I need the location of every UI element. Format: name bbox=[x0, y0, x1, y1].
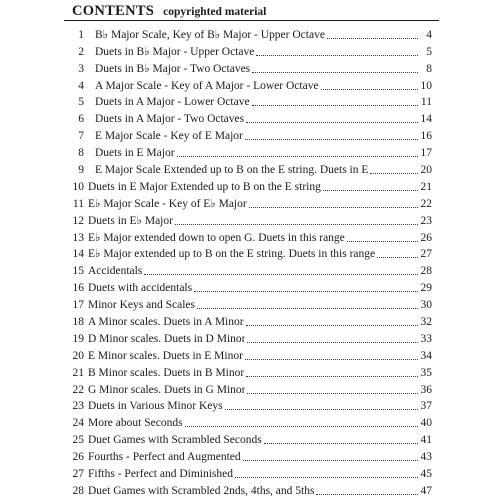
dot-leader bbox=[225, 409, 418, 410]
toc-entry bbox=[64, 228, 432, 245]
toc-entry-title: Duets in E Major Extended up to B on the E string bbox=[88, 180, 321, 193]
toc-entry-title: D Minor scales. Duets in D Minor bbox=[88, 332, 246, 345]
toc-entry-number: 7 bbox=[78, 130, 84, 143]
toc-entry-title: Duets in Various Minor Keys bbox=[88, 400, 223, 413]
toc-entry-page: 8 bbox=[426, 62, 432, 75]
toc-entry-title: E Major Scale - Key of E Major bbox=[95, 130, 243, 143]
toc-entry-page: 27 bbox=[420, 248, 432, 261]
dot-leader bbox=[175, 224, 418, 225]
toc-entry bbox=[64, 312, 432, 329]
toc-entry-number: 27 bbox=[72, 468, 84, 481]
toc-entry-number: 3 bbox=[78, 62, 84, 75]
toc-entry-title: E Minor scales. Duets in E Minor bbox=[88, 349, 243, 362]
toc-entry bbox=[64, 380, 432, 397]
toc-entry-page: 10 bbox=[420, 79, 432, 92]
toc-entry bbox=[64, 177, 432, 194]
toc-entry-title: B Minor scales. Duets in B Minor bbox=[88, 366, 245, 379]
toc-entry bbox=[64, 397, 432, 414]
toc-entry bbox=[64, 329, 432, 346]
toc-entry bbox=[64, 76, 432, 93]
toc-entry-page: 36 bbox=[420, 383, 432, 396]
toc-entry-number: 10 bbox=[72, 180, 84, 193]
toc-entry-page: 37 bbox=[420, 400, 432, 413]
toc-entry bbox=[64, 59, 432, 76]
toc-entry-number: 2 bbox=[78, 45, 84, 58]
toc-entry bbox=[64, 211, 432, 228]
dot-leader bbox=[264, 443, 418, 444]
toc-entry bbox=[64, 413, 432, 430]
toc-entry-page: 45 bbox=[420, 468, 432, 481]
dot-leader bbox=[246, 122, 418, 123]
dot-leader bbox=[246, 325, 418, 326]
toc-entry-number: 14 bbox=[72, 248, 84, 261]
toc-entry-number: 19 bbox=[72, 332, 84, 345]
dot-leader bbox=[252, 72, 418, 73]
toc-entry-page: 14 bbox=[420, 113, 432, 126]
toc-entry-number: 25 bbox=[72, 434, 84, 447]
dot-leader bbox=[245, 359, 418, 360]
toc-list bbox=[64, 25, 432, 498]
dot-leader bbox=[235, 477, 418, 478]
toc-entry bbox=[64, 481, 432, 498]
toc-entry-page: 17 bbox=[420, 147, 432, 160]
toc-entry-page: 11 bbox=[420, 96, 432, 109]
toc-entry-page: 16 bbox=[420, 130, 432, 143]
toc-entry-number: 17 bbox=[72, 299, 84, 312]
toc-entry-title: E♭ Major Scale - Key of E♭ Major bbox=[88, 197, 247, 210]
toc-entry-page: 23 bbox=[420, 214, 432, 227]
toc-entry-page: 33 bbox=[420, 332, 432, 345]
dot-leader bbox=[316, 494, 418, 495]
toc-entry bbox=[64, 25, 432, 42]
toc-entry-page: 5 bbox=[426, 45, 432, 58]
toc-entry-page: 4 bbox=[426, 28, 432, 41]
toc-entry-title: More about Seconds bbox=[88, 417, 183, 430]
toc-entry bbox=[64, 93, 432, 110]
toc-entry-page: 20 bbox=[420, 164, 432, 177]
toc-entry-title: Duets in B♭ Major - Upper Octave bbox=[95, 45, 255, 58]
toc-entry-page: 40 bbox=[420, 417, 432, 430]
toc-entry-number: 20 bbox=[72, 349, 84, 362]
toc-entry-number: 12 bbox=[72, 214, 84, 227]
toc-entry-number: 11 bbox=[72, 197, 84, 210]
dot-leader bbox=[370, 173, 418, 174]
toc-entry-page: 43 bbox=[420, 451, 432, 464]
toc-entry bbox=[64, 295, 432, 312]
toc-entry bbox=[64, 261, 432, 278]
contents-title: CONTENTS bbox=[72, 3, 155, 19]
toc-entry-page: 28 bbox=[420, 265, 432, 278]
dot-leader bbox=[249, 207, 418, 208]
toc-entry-number: 24 bbox=[72, 417, 84, 430]
dot-leader bbox=[246, 376, 418, 377]
dot-leader bbox=[245, 139, 418, 140]
toc-entry bbox=[64, 143, 432, 160]
toc-entry bbox=[64, 363, 432, 380]
dot-leader bbox=[247, 393, 418, 394]
toc-entry bbox=[64, 447, 432, 464]
toc-entry-title: Duets in A Major - Lower Octave bbox=[95, 96, 250, 109]
toc-entry-page: 22 bbox=[420, 197, 432, 210]
toc-entry bbox=[64, 194, 432, 211]
toc-entry-number: 1 bbox=[78, 28, 84, 41]
toc-entry bbox=[64, 278, 432, 295]
toc-entry bbox=[64, 42, 432, 59]
toc-entry bbox=[64, 430, 432, 447]
toc-entry-number: 22 bbox=[72, 383, 84, 396]
toc-entry bbox=[64, 346, 432, 363]
toc-entry-title: Duet Games with Scrambled Seconds bbox=[88, 434, 262, 447]
toc-entry-page: 35 bbox=[420, 366, 432, 379]
toc-entry-title: B♭ Major Scale, Key of B♭ Major - Upper Octave bbox=[95, 28, 325, 41]
toc-entry-number: 5 bbox=[78, 96, 84, 109]
toc-entry-number: 23 bbox=[72, 400, 84, 413]
dot-leader bbox=[377, 257, 418, 258]
toc-entry bbox=[64, 464, 432, 481]
dot-leader bbox=[347, 241, 418, 242]
toc-entry bbox=[64, 109, 432, 126]
toc-entry-title: Fifths - Perfect and Diminished bbox=[88, 468, 234, 481]
toc-entry-title: A Minor scales. Duets in A Minor bbox=[88, 316, 244, 329]
dot-leader bbox=[256, 55, 418, 56]
dot-leader bbox=[177, 156, 418, 157]
toc-entry-title: Duets in B♭ Major - Two Octaves bbox=[95, 62, 251, 75]
toc-entry-page: 21 bbox=[420, 180, 432, 193]
toc-entry-number: 4 bbox=[78, 79, 84, 92]
toc-entry-number: 9 bbox=[78, 164, 84, 177]
dot-leader bbox=[247, 342, 418, 343]
copyright-note: copyrighted material bbox=[163, 6, 267, 18]
toc-entry-number: 15 bbox=[72, 265, 84, 278]
toc-entry-title: Duet Games with Scrambled 2nds, 4ths, and 5ths bbox=[88, 484, 315, 497]
toc-entry-title: Duets with accidentals bbox=[88, 282, 193, 295]
dot-leader bbox=[243, 460, 418, 461]
toc-entry-title: E♭ Major extended down to open G. Duets in this range bbox=[88, 231, 345, 244]
toc-entry-title: Accidentals bbox=[88, 265, 143, 278]
toc-entry bbox=[64, 126, 432, 143]
dot-leader bbox=[144, 274, 418, 275]
toc-entry-page: 47 bbox=[420, 484, 432, 497]
toc-entry-title: Duets in A Major - Two Octaves bbox=[95, 113, 245, 126]
toc-entry-title: Duets in E Major bbox=[95, 147, 175, 160]
toc-entry-number: 16 bbox=[72, 282, 84, 295]
toc-entry-number: 28 bbox=[72, 484, 84, 497]
toc-entry bbox=[64, 245, 432, 262]
toc-entry bbox=[64, 160, 432, 177]
dot-leader bbox=[194, 291, 418, 292]
toc-entry-number: 18 bbox=[72, 316, 84, 329]
toc-entry-number: 26 bbox=[72, 451, 84, 464]
dot-leader bbox=[197, 308, 418, 309]
contents-header bbox=[72, 3, 266, 19]
toc-entry-number: 21 bbox=[72, 366, 84, 379]
toc-entry-title: G Minor scales. Duets in G Minor bbox=[88, 383, 246, 396]
dot-leader bbox=[321, 89, 418, 90]
toc-entry-title: E♭ Major extended up to B on the E string. Duets in this range bbox=[88, 248, 376, 261]
toc-entry-page: 34 bbox=[420, 349, 432, 362]
toc-entry-title: Fourths - Perfect and Augmented bbox=[88, 451, 241, 464]
toc-entry-page: 29 bbox=[420, 282, 432, 295]
toc-entry-page: 41 bbox=[420, 434, 432, 447]
dot-leader bbox=[327, 38, 418, 39]
header-rule bbox=[64, 20, 439, 21]
dot-leader bbox=[185, 426, 418, 427]
toc-entry-number: 8 bbox=[78, 147, 84, 160]
toc-entry-title: Minor Keys and Scales bbox=[88, 299, 195, 312]
toc-entry-number: 6 bbox=[78, 113, 84, 126]
toc-entry-title: Duets in E♭ Major bbox=[88, 214, 173, 227]
toc-entry-page: 30 bbox=[420, 299, 432, 312]
toc-entry-title: A Major Scale - Key of A Major - Lower Octave bbox=[95, 79, 319, 92]
toc-entry-number: 13 bbox=[72, 231, 84, 244]
toc-entry-title: E Major Scale Extended up to B on the E string. Duets in E bbox=[95, 164, 369, 177]
dot-leader bbox=[252, 105, 418, 106]
dot-leader bbox=[323, 190, 418, 191]
toc-entry-page: 32 bbox=[420, 316, 432, 329]
toc-entry-page: 26 bbox=[420, 231, 432, 244]
